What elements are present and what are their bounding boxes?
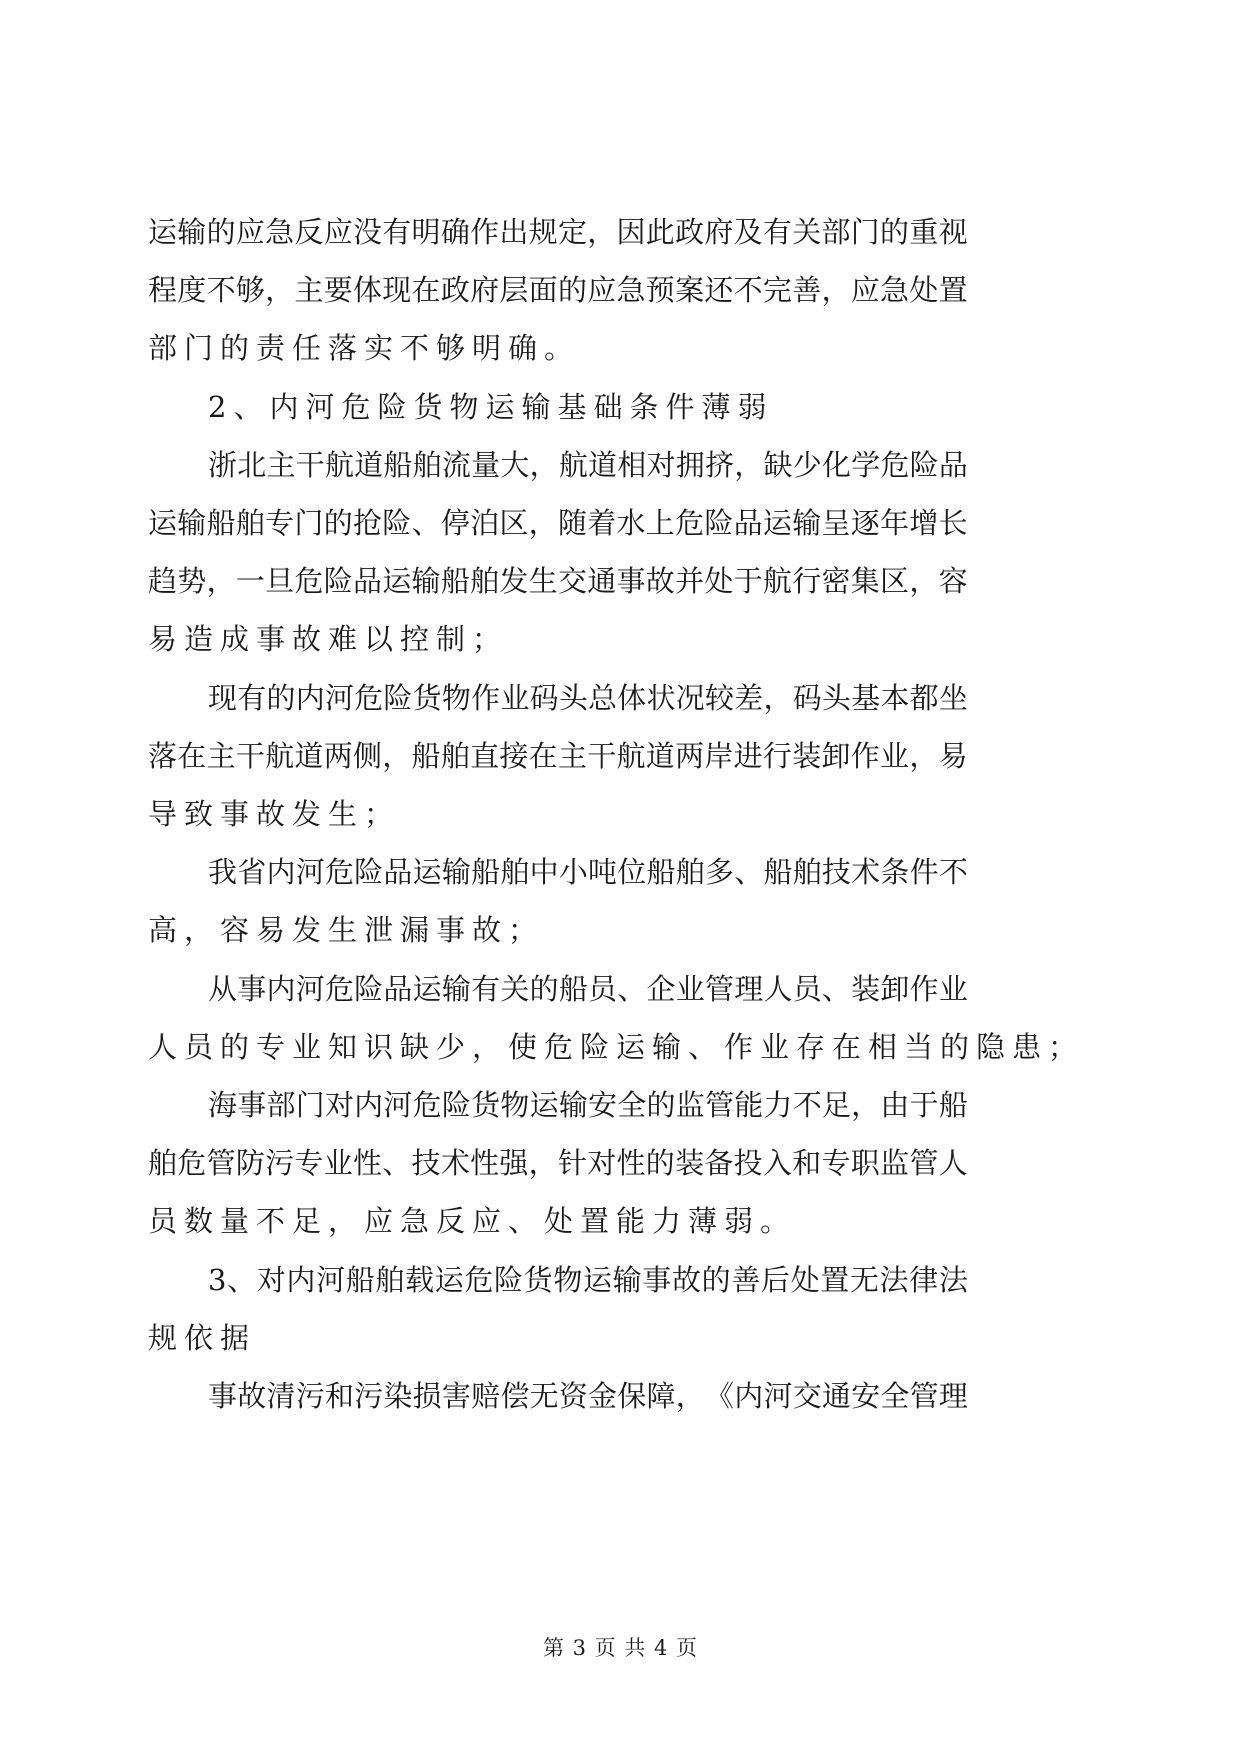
text-line: 部门的责任落实不够明确。 [148, 331, 581, 366]
text-line: 2、内河危险货物运输基础条件薄弱 [208, 389, 774, 424]
text-line: 现 有 的 内 河 危 险 货 物 作 业 码 头 总 体 状 况 较 差 ， 码 头 基 本 都 坐 [208, 680, 968, 715]
text-line: 人员的专业知识缺少，使危险运输、作业存在相当的隐患； [148, 1029, 1085, 1064]
text-line: 易造成事故难以控制； [148, 622, 509, 657]
text-line: 3 、 对 内 河 船 舶 载 运 危 险 货 物 运 输 事 故 的 善 后 处 置 无 法 律 法 [208, 1262, 968, 1297]
text-line: 运 输 船 舶 专 门 的 抢 险 、 停 泊 区 ， 随 着 水 上 危 险 品 运 输 呈 逐 年 增 长 [148, 506, 968, 540]
text-line: 舶 危 管 防 污 专 业 性 、 技 术 性 强 ， 针 对 性 的 装 备 投 入 和 专 职 监 管 人 [148, 1146, 968, 1181]
text-line: 导致事故发生； [148, 797, 401, 831]
text-line: 员数量不足，应急反应、处置能力薄弱。 [148, 1204, 797, 1239]
text-line: 趋 势 ， 一 旦 危 险 品 运 输 船 舶 发 生 交 通 事 故 并 处 于 航 行 密 集 区 ， 容 [148, 564, 968, 599]
text-line: 事 故 清 污 和 污 染 损 害 赔 偿 无 资 金 保 障 ， 《 内 河 交 通 安 全 管 理 [208, 1379, 968, 1413]
text-line: 规依据 [148, 1320, 257, 1355]
page-footer: 第 3 页 共 4 页 [542, 1636, 699, 1660]
text-line: 高，容易发生泄漏事故； [148, 913, 545, 948]
text-line: 海 事 部 门 对 内 河 危 险 货 物 运 输 安 全 的 监 管 能 力 不 足 ， 由 于 船 [208, 1088, 968, 1122]
text-line: 运 输 的 应 急 反 应 没 有 明 确 作 出 规 定 ， 因 此 政 府 及 有 关 部 门 的 重 视 [148, 215, 968, 249]
text-line: 从 事 内 河 危 险 品 运 输 有 关 的 船 员 、 企 业 管 理 人 员 、 装 卸 作 业 [208, 971, 968, 1006]
text-line: 落 在 主 干 航 道 两 侧 ， 船 舶 直 接 在 主 干 航 道 两 岸 进 行 装 卸 作 业 ， 易 [148, 738, 968, 773]
text-line: 浙 北 主 干 航 道 船 舶 流 量 大 ， 航 道 相 对 拥 挤 ， 缺 少 化 学 危 险 品 [208, 447, 968, 482]
text-line: 程 度 不 够 ， 主 要 体 现 在 政 府 层 面 的 应 急 预 案 还 不 完 善 ， 应 急 处 置 [148, 273, 968, 308]
text-line: 我 省 内 河 危 险 品 运 输 船 舶 中 小 吨 位 船 舶 多 、 船 舶 技 术 条 件 不 [208, 855, 968, 890]
